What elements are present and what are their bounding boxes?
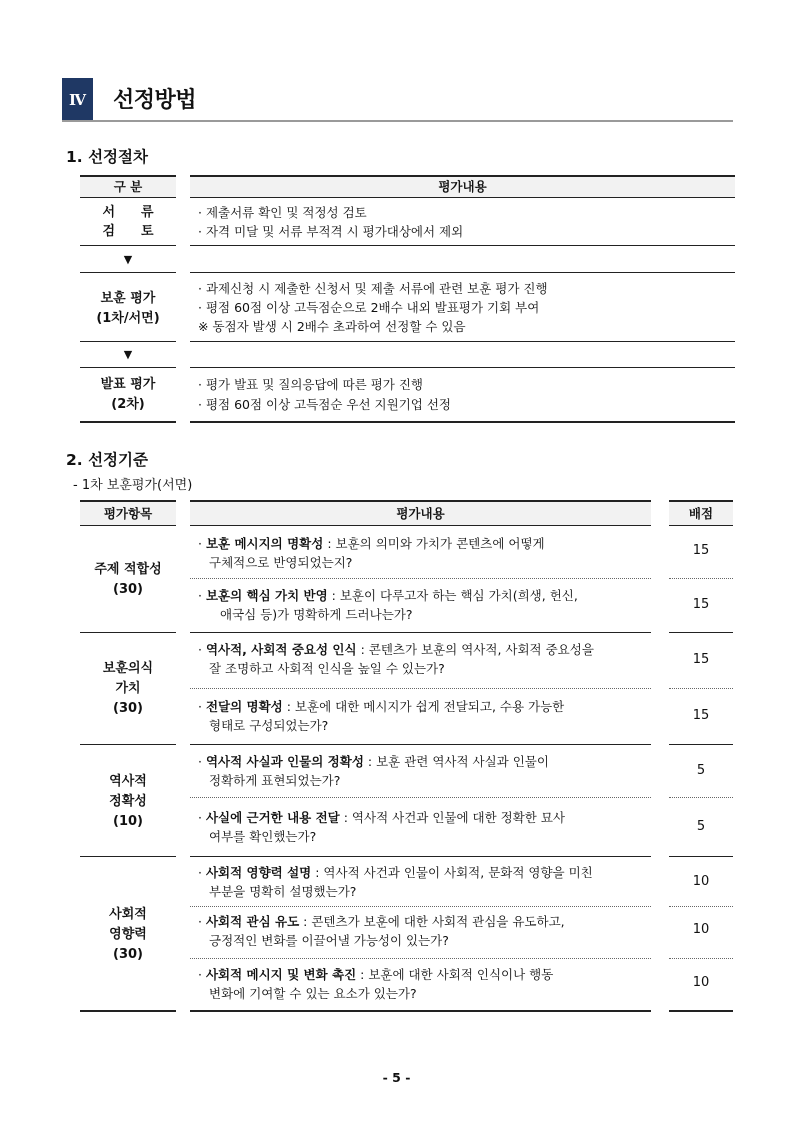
criterion-3-line-1: · 역사적, 사회적 중요성 인식 : 콘텐츠가 보훈의 역사적, 사회적 중요성을 xyxy=(198,642,594,657)
dotted-divider xyxy=(669,578,733,579)
group-3-rule-left xyxy=(80,856,176,857)
step-2-line-1: · 과제신청 시 제출한 신청서 및 제출 서류에 관련 보훈 평가 진행 xyxy=(198,281,548,296)
step-3-line-1: · 평가 발표 및 질의응답에 따른 평가 진행 xyxy=(198,377,423,392)
step-2-line-2: · 평점 60점 이상 고득점순으로 2배수 내외 발표평가 기회 부여 xyxy=(198,300,540,315)
criterion-5-line-2: 정확하게 표현되었는가? xyxy=(209,773,341,788)
step-1-bottom-rule-left xyxy=(80,245,176,246)
criteria-bottom-rule-mid xyxy=(190,1010,651,1012)
criterion-2-score: 15 xyxy=(692,597,710,612)
group-2-label-1: 보훈의식 xyxy=(102,661,154,676)
criterion-2-line-2: 애국심 등)가 명확하게 드러나는가? xyxy=(220,607,413,622)
step-2-bottom-rule-left xyxy=(80,341,176,342)
criterion-5-line-1: · 역사적 사실과 인물의 정확성 : 보훈 관련 역사적 사실과 인물이 xyxy=(198,754,549,769)
group-3-rule-mid xyxy=(190,856,651,857)
arrow-down-icon: ▼ xyxy=(123,253,133,266)
group-2-label-3: (30) xyxy=(113,701,143,716)
arrow-down-icon: ▼ xyxy=(123,348,133,361)
criterion-4-line-2: 형태로 구성되었는가? xyxy=(209,718,329,733)
group-4-label-1: 사회적 xyxy=(109,907,147,922)
step-1-bottom-rule-right xyxy=(190,245,735,246)
group-2-rule-right xyxy=(669,744,733,745)
step-3-label-2: (2차) xyxy=(111,397,145,412)
criteria-col-content: 평가내용 xyxy=(190,500,651,526)
criteria-note: - 1차 보훈평가(서면) xyxy=(73,478,193,493)
step-3-line-2: · 평점 60점 이상 고득점순 우선 지원기업 선정 xyxy=(198,397,451,412)
dotted-divider xyxy=(190,578,651,579)
step-2-bottom-rule-right xyxy=(190,341,735,342)
step-2-line-3: ※ 동점자 발생 시 2배수 초과하여 선정할 수 있음 xyxy=(198,319,466,334)
dotted-divider xyxy=(190,906,651,907)
criterion-7-line-2: 부분을 명확히 설명했는가? xyxy=(209,884,357,899)
group-1-rule-left xyxy=(80,632,176,633)
section-divider xyxy=(62,120,733,122)
group-2-label-2: 가치 xyxy=(115,681,141,696)
group-3-label-1: 역사적 xyxy=(109,774,147,789)
criterion-1-score: 15 xyxy=(692,543,710,558)
dotted-divider xyxy=(669,688,733,689)
dotted-divider xyxy=(190,958,651,959)
criterion-6-line-1: · 사실에 근거한 내용 전달 : 역사적 사건과 인물에 대한 정확한 묘사 xyxy=(198,810,565,825)
group-2-rule-mid xyxy=(190,744,651,745)
criterion-7-line-1: · 사회적 영향력 설명 : 역사적 사건과 인물이 사회적, 문화적 영향을 미친 xyxy=(198,865,593,880)
group-4-label-3: (30) xyxy=(113,947,143,962)
group-1-label-1: 주제 적합성 xyxy=(94,562,162,577)
procedure-bottom-rule-right xyxy=(190,421,735,423)
criteria-bottom-rule-right xyxy=(669,1010,733,1012)
procedure-col-content: 평가내용 xyxy=(190,175,735,198)
criterion-8-line-1: · 사회적 관심 유도 : 콘텐츠가 보훈에 대한 사회적 관심을 유도하고, xyxy=(198,914,565,929)
dotted-divider xyxy=(190,688,651,689)
criterion-7-score: 10 xyxy=(692,874,710,889)
step-2-label-1: 보훈 평가 xyxy=(100,291,156,306)
criterion-2-line-1: · 보훈의 핵심 가치 반영 : 보훈이 다루고자 하는 핵심 가치(희생, 헌신, xyxy=(198,588,578,603)
criteria-bottom-rule-left xyxy=(80,1010,176,1012)
section-number: Ⅳ xyxy=(62,78,93,122)
criterion-6-score: 5 xyxy=(696,819,706,834)
criteria-heading: 2. 선정기준 xyxy=(66,451,148,469)
criterion-5-score: 5 xyxy=(696,763,706,778)
arrow-2-rule-right xyxy=(190,367,735,368)
criterion-1-line-2: 구체적으로 반영되었는지? xyxy=(209,555,353,570)
criterion-8-score: 10 xyxy=(692,922,710,937)
dotted-divider xyxy=(190,797,651,798)
step-1-line-1: · 제출서류 확인 및 적정성 검토 xyxy=(198,205,367,220)
dotted-divider xyxy=(669,958,733,959)
criteria-col-item: 평가항목 xyxy=(80,500,176,526)
criterion-9-line-2: 변화에 기여할 수 있는 요소가 있는가? xyxy=(209,986,417,1001)
criterion-3-score: 15 xyxy=(692,652,710,667)
group-3-label-3: (10) xyxy=(113,814,143,829)
step-2-label-2: (1차/서면) xyxy=(96,311,160,326)
step-1-line-2: · 자격 미달 및 서류 부적격 시 평가대상에서 제외 xyxy=(198,224,464,239)
procedure-col-category: 구 분 xyxy=(80,175,176,198)
criteria-col-score: 배점 xyxy=(669,500,733,526)
group-1-label-2: (30) xyxy=(113,582,143,597)
section-title: 선정방법 xyxy=(113,88,197,113)
criterion-4-line-1: · 전달의 명확성 : 보훈에 대한 메시지가 쉽게 전달되고, 수용 가능한 xyxy=(198,699,565,714)
group-1-rule-right xyxy=(669,632,733,633)
dotted-divider xyxy=(669,797,733,798)
group-4-label-2: 영향력 xyxy=(109,927,147,942)
arrow-1-rule-right xyxy=(190,272,735,273)
criterion-4-score: 15 xyxy=(692,708,710,723)
criterion-6-line-2: 여부를 확인했는가? xyxy=(209,829,317,844)
criterion-8-line-2: 긍정적인 변화를 이끌어낼 가능성이 있는가? xyxy=(209,933,449,948)
criterion-9-score: 10 xyxy=(692,975,710,990)
criterion-1-line-1: · 보훈 메시지의 명확성 : 보훈의 의미와 가치가 콘텐츠에 어떻게 xyxy=(198,536,545,551)
group-3-rule-right xyxy=(669,856,733,857)
group-3-label-2: 정확성 xyxy=(109,794,147,809)
dotted-divider xyxy=(669,906,733,907)
group-1-rule-mid xyxy=(190,632,651,633)
step-1-label-2: 검 토 xyxy=(102,224,154,239)
group-2-rule-left xyxy=(80,744,176,745)
arrow-1-rule-left xyxy=(80,272,176,273)
page-number: - 5 - xyxy=(382,1070,411,1085)
section-header xyxy=(62,78,733,122)
procedure-bottom-rule-left xyxy=(80,421,176,423)
criterion-3-line-2: 잘 조명하고 사회적 인식을 높일 수 있는가? xyxy=(209,661,445,676)
arrow-2-rule-left xyxy=(80,367,176,368)
step-3-label-1: 발표 평가 xyxy=(100,377,156,392)
step-1-label-1: 서 류 xyxy=(102,205,154,220)
criterion-9-line-1: · 사회적 메시지 및 변화 촉진 : 보훈에 대한 사회적 인식이나 행동 xyxy=(198,967,554,982)
procedure-heading: 1. 선정절차 xyxy=(66,148,148,166)
